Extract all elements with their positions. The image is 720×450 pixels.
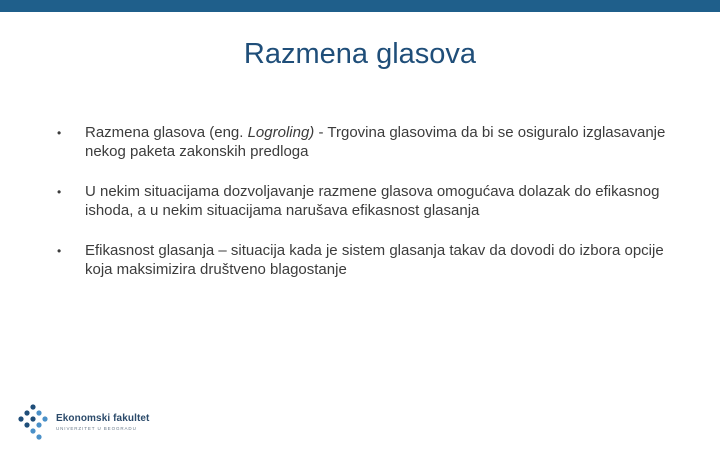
bullet-item xyxy=(57,242,667,279)
bullet-marker: • xyxy=(57,126,62,140)
faculty-logo xyxy=(16,404,150,440)
top-accent-bar xyxy=(0,0,720,12)
bullet-item xyxy=(57,124,667,161)
slide-title: Razmena glasova xyxy=(243,38,477,70)
bullet-item xyxy=(57,183,667,220)
faculty-logo-dots-icon xyxy=(16,404,50,440)
faculty-logo-text xyxy=(56,413,150,431)
bullet-text xyxy=(85,124,667,161)
bullet-marker: • xyxy=(57,185,62,199)
bullet-marker: • xyxy=(57,244,62,258)
university-name: UNIVERZITET U BEOGRADU xyxy=(56,426,137,431)
bullet-text-part: Razmena glasova (eng. xyxy=(85,124,248,141)
faculty-name: Ekonomski fakultet xyxy=(56,413,150,424)
bullet-list xyxy=(57,124,667,301)
bullet-text: U nekim situacijama dozvoljavanje razmene glasova omogućava dolazak do efikasnog ishoda, a u nekim situacijama narušava efikasnost glasanja xyxy=(85,183,660,219)
bullet-text: Efikasnost glasanja – situacija kada je sistem glasanja takav da dovodi do izbora opcije koja maksimizira društveno blagostanje xyxy=(85,242,664,278)
bullet-text-italic: Logroling) xyxy=(247,124,315,141)
bullet-text-part: - Trgovina glasovima da bi se osiguralo izglasavanje nekog paketa zakonskih predloga xyxy=(85,124,666,160)
